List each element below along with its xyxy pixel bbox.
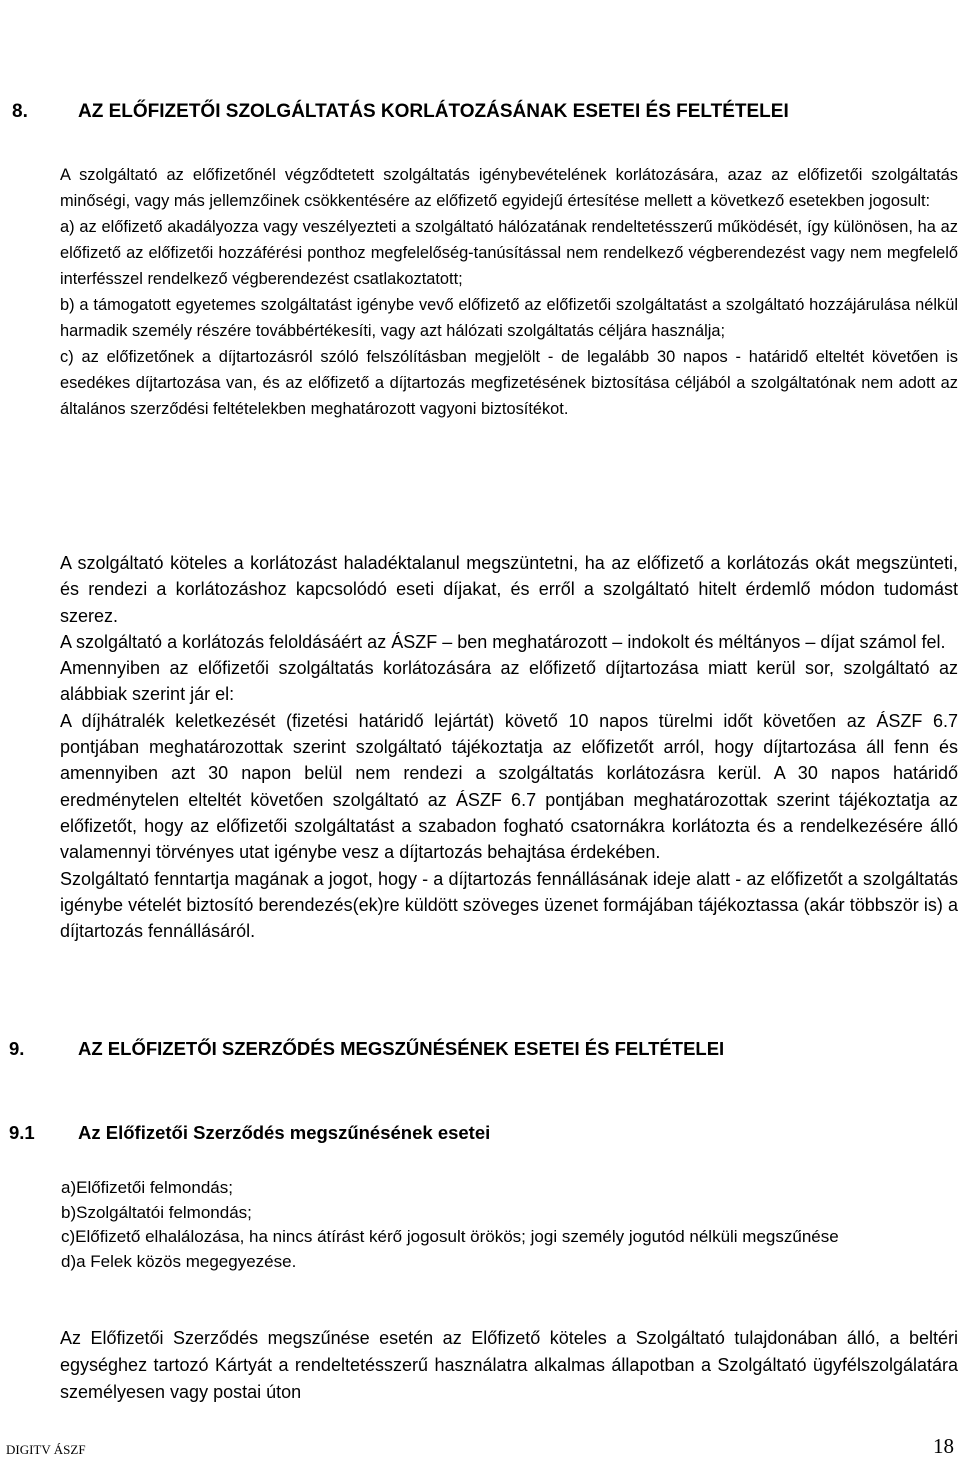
modified-row bbox=[6, 20, 320, 40]
document-header bbox=[0, 0, 960, 44]
list-item: b)Szolgáltatói felmondás; bbox=[61, 1202, 252, 1222]
closing-paragraph-block bbox=[60, 1325, 958, 1406]
section-9-number: 9. bbox=[9, 1038, 25, 1059]
page-number: 18 bbox=[933, 1434, 954, 1458]
paragraph-lift-restriction: A szolgáltató köteles a korlátozást haladéktalanul megszüntetni, ha az előfizető a korlátozás okát megszünteti, és rendezi a korlátozáshoz kapcsolódó eseti díjakat, és erről a szolgáltató hitelt érdemlő módon tudomást szerez. bbox=[60, 553, 958, 626]
paragraph-debt-procedure: A díjhátralék keletkezését (fizetési határidő lejártát) követő 10 napos türelmi időt követően az ÁSZF 6.7 pontjában meghatározottak szerint szolgáltató tájékoztatja az előfizetőt arról, hogy díjtartozása áll fenn és amennyiben azt 30 napon belül nem rendezi a szolgáltatás korlátozásra kerül. A 30 napos határidő eredménytelen elteltét követően szolgáltató az ÁSZF 6.7 pontjában meghatározottak szerint tájékoztatja az előfizetőt, hogy az előfizetői szolgáltatást a szabadon fogható csatornákra korlátozta és a rendelkezésére álló valamennyi törvényes utat igénybe vesz a díjtartozás behajtása érdekében. bbox=[60, 710, 958, 863]
section-9-title: AZ ELŐFIZETŐI SZERZŐDÉS MEGSZŰNÉSÉNEK ESETEI ÉS FELTÉTELEI bbox=[78, 1038, 725, 1059]
section-8-details bbox=[60, 550, 958, 944]
section-8-heading bbox=[12, 100, 789, 124]
case-a: a) az előfizető akadályozza vagy veszélyezteti a szolgáltató hálózatának rendeltetésszerű működését, így különösen, ha az előfizető az előfizetői hozzáférési ponthoz megfelelőség-tanúsítással nem rendelkező végberendezést vagy nem megfelelő interfésszel rendelkező végberendezést csatlakoztatott; bbox=[60, 218, 958, 288]
created-row bbox=[6, 0, 322, 20]
termination-cases-list bbox=[61, 1176, 958, 1274]
modified-label: Utolsó módosítás időpontja: bbox=[6, 21, 192, 38]
section-8-number: 8. bbox=[12, 101, 28, 122]
section-8-title: AZ ELŐFIZETŐI SZOLGÁLTATÁS KORLÁTOZÁSÁNAK ESETEI ÉS FELTÉTELEI bbox=[78, 101, 789, 122]
section-9-1-heading bbox=[9, 1120, 490, 1146]
case-b: b) a támogatott egyetemes szolgáltatást igénybe vevő előfizető az előfizetői szolgáltatást a szolgáltató hozzájárulása nélkül harmadik személy részére továbbértékesíti, vagy azt hálózati szolgáltatás céljára használja; bbox=[60, 296, 958, 340]
section-9-1-number: 9.1 bbox=[9, 1122, 35, 1143]
section-9-1-title: Az Előfizetői Szerződés megszűnésének esetei bbox=[78, 1122, 491, 1143]
section-8-cases bbox=[60, 162, 958, 422]
list-item: d)a Felek közös megegyezése. bbox=[61, 1251, 297, 1271]
created-value: 2006. január 30. bbox=[214, 1, 323, 18]
section-8-intro: A szolgáltató az előfizetőnél végződtetett szolgáltatás igénybevételének korlátozására, azaz az előfizetői szolgáltatás minőségi, vagy más jellemzőinek csökkentésére az előfizető egyidejű értesítése mellett a következő esetekben jogosult: bbox=[60, 166, 958, 210]
footer-document-name: DIGITV ÁSZF bbox=[6, 1442, 86, 1457]
case-c: c) az előfizetőnek a díjtartozásról szóló felszólításban megjelölt - de legalább 30 napos - határidő elteltét követően is esedékes díjtartozása van, és az előfizető a díjtartozás megfizetésének biztosítása céljából a szolgáltatónak nem adott az általános szerződési feltételekben meghatározott vagyoni biztosítékot. bbox=[60, 348, 958, 418]
paragraph-fee: A szolgáltató a korlátozás feloldásáért az ÁSZF – ben meghatározott – indokolt és méltányos – díjat számol fel. bbox=[60, 631, 946, 652]
paragraph-debt-intro: Amennyiben az előfizetői szolgáltatás korlátozására az előfizető díjtartozása miatt kerül sor, szolgáltató az alábbiak szerint jár el: bbox=[60, 658, 958, 705]
modified-value: 2008. június 16. bbox=[214, 21, 320, 38]
section-9-heading bbox=[9, 1036, 724, 1062]
list-item: a)Előfizetői felmondás; bbox=[61, 1178, 233, 1197]
paragraph-notification: Szolgáltató fenntartja magának a jogot, hogy - a díjtartozás fennállásának ideje alatt - az előfizetőt a szolgáltatás igénybe vételét biztosító berendezés(ek)re küldött szöveges üzenet formájában tájékoztassa (akár többször is) a díjtartozás fennállásáról. bbox=[60, 868, 958, 942]
created-label: Készítés időpontja: bbox=[6, 1, 133, 18]
list-item: c)Előfizető elhalálozása, ha nincs átírást kérő jogosult örökös; jogi személy jogutód nélküli megszűnése bbox=[61, 1227, 839, 1246]
closing-paragraph: Az Előfizetői Szerződés megszűnése esetén az Előfizető köteles a Szolgáltató tulajdonában álló, a beltéri egységhez tartozó Kártyát a rendeltetésszerű használatra alkalmas állapotban a Szolgáltató ügyfélszolgálatára személyesen vagy postai úton bbox=[60, 1328, 958, 1402]
